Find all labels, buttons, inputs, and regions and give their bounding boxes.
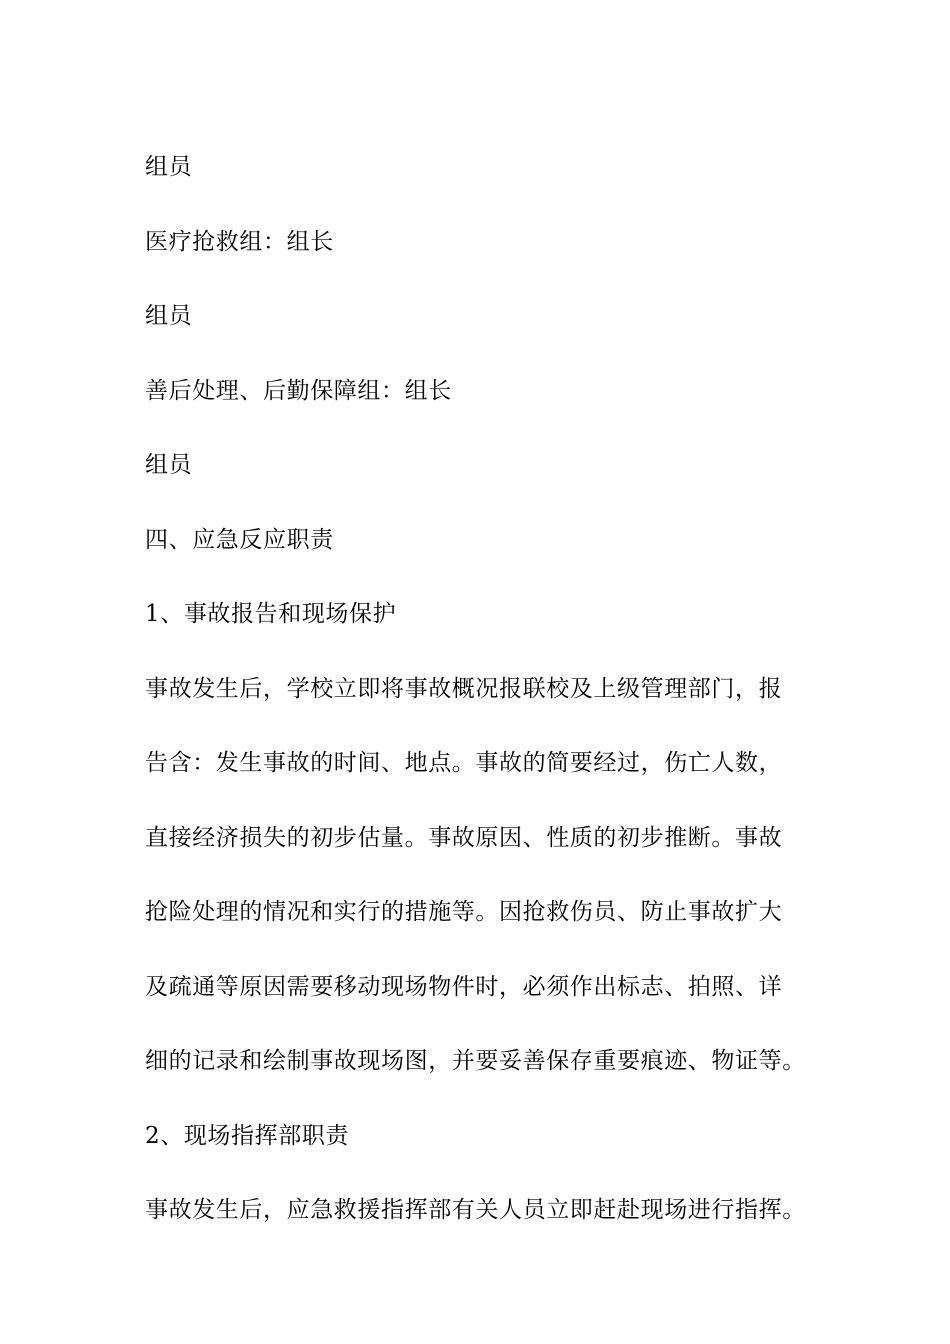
paragraph-line: 事故发生后，应急救援指挥部有关人员立即赶赴现场进行指挥。: [145, 1197, 806, 1223]
section-heading-emergency-duties: 四、应急反应职责: [145, 526, 334, 553]
subheading-accident-report: 1、事故报告和现场保护: [145, 601, 397, 627]
paragraph-line: 告含：发生事故的时间、地点。事故的简要经过，伤亡人数，: [145, 750, 783, 776]
paragraph-line: 细的记录和绘制事故现场图，并要妥善保存重要痕迹、物证等。: [145, 1048, 806, 1074]
text-line-group-member-1: 组员: [145, 154, 193, 180]
paragraph-line: 抢险处理的情况和实行的措施等。因抢救伤员、防止事故扩大: [145, 899, 783, 925]
text-line-aftermath-logistics-group: 善后处理、后勤保障组：组长: [145, 377, 452, 404]
paragraph-line: 及疏通等原因需要移动现场物件时，必须作出标志、拍照、详: [145, 973, 783, 1000]
text-line-group-member-3: 组员: [145, 452, 193, 478]
subheading-command-duties: 2、现场指挥部职责: [145, 1122, 350, 1149]
text-line-group-member-2: 组员: [145, 303, 193, 329]
text-line-medical-rescue-group: 医疗抢救组：组长: [145, 228, 334, 255]
document-body: [145, 130, 810, 1248]
paragraph-line: 事故发生后，学校立即将事故概况报联校及上级管理部门，报: [145, 675, 783, 702]
paragraph-line: 直接经济损失的初步估量。事故原因、性质的初步推断。事故: [145, 824, 783, 851]
